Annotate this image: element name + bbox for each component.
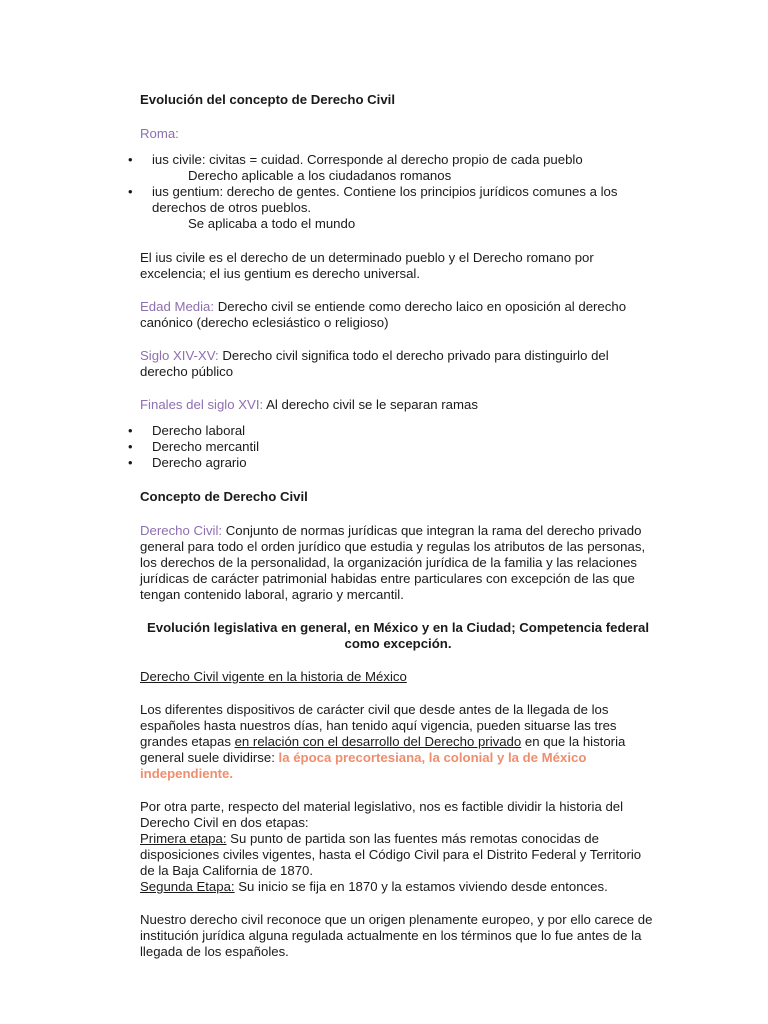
list-item-text: Derecho laboral <box>152 423 246 438</box>
list-item-subtext: Se aplicaba a todo el mundo <box>188 216 356 231</box>
siglo-label: Siglo XIV-XV: <box>140 348 219 363</box>
paragraph-derecho-civil <box>140 523 656 603</box>
paragraph-finales <box>140 397 656 413</box>
segunda-etapa-label: Segunda Etapa: <box>140 879 235 894</box>
finales-label: Finales del siglo XVI: <box>140 397 264 412</box>
paragraph-dispositivos <box>140 702 656 782</box>
primera-etapa-label: Primera etapa: <box>140 831 227 846</box>
derecho-civil-text: Conjunto de normas jurídicas que integran la rama del derecho privado general para todo el orden jurídico que estudia y regulas los atributos de las personas, los derechos de la personalidad, la organización jurídica de la familia y las relaciones jurídicas de carácter patrimonial habidas entre particulares con excepción de las que tengan contenido laboral, agrario y mercantil. <box>140 523 646 602</box>
subtitle-derecho-vigente: Derecho Civil vigente en la historia de México <box>140 669 407 684</box>
etapas-block <box>140 799 656 895</box>
dispositivos-highlight: la época precortesiana, la colonial y la de México independiente. <box>140 750 587 781</box>
edad-media-text: Derecho civil se entiende como derecho laico en oposición al derecho canónico (derecho eclesiástico o religioso) <box>140 299 627 330</box>
finales-text: Al derecho civil se le separan ramas <box>263 397 478 412</box>
section-title-evolucion: Evolución del concepto de Derecho Civil <box>140 92 396 107</box>
bullet-icon: • <box>128 184 133 199</box>
bullet-icon: • <box>128 152 133 167</box>
list-item-text: ius civile: civitas = cuidad. Corresponde al derecho propio de cada pueblo <box>152 152 583 167</box>
list-item-subtext: Derecho aplicable a los ciudadanos romanos <box>188 168 452 183</box>
list-item-text: Derecho mercantil <box>152 439 260 454</box>
dispositivos-text-2: en que la historia general suele dividirse: <box>140 734 626 765</box>
ramas-list <box>128 423 656 471</box>
edad-media-label: Edad Media: <box>140 299 215 314</box>
list-item <box>128 455 656 471</box>
list-item <box>128 152 656 184</box>
dispositivos-text-1: Los diferentes dispositivos de carácter civil que desde antes de la llegada de los españoles hasta nuestros días, han tenido aquí vigencia, pueden situarse las tres grandes etapas <box>140 702 617 749</box>
bullet-icon: • <box>128 455 133 470</box>
paragraph-siglo <box>140 348 656 380</box>
section-title-concepto: Concepto de Derecho Civil <box>140 489 308 504</box>
bullet-icon: • <box>128 439 133 454</box>
dispositivos-underlined: en relación con el desarrollo del Derecho privado <box>234 734 522 749</box>
paragraph-segunda-etapa <box>140 879 656 895</box>
paragraph-final: Nuestro derecho civil reconoce que un origen plenamente europeo, y por ello carece de institución jurídica alguna regulada actualmente en los términos que lo fue antes de la llegada de los españoles. <box>140 912 653 959</box>
paragraph-primera-etapa <box>140 831 656 879</box>
list-item-text: Derecho agrario <box>152 455 247 470</box>
paragraph-edad-media <box>140 299 656 331</box>
list-item <box>128 423 656 439</box>
segunda-etapa-text: Su inicio se fija en 1870 y la estamos viviendo desde entonces. <box>234 879 608 894</box>
siglo-text: Derecho civil significa todo el derecho privado para distinguirlo del derecho público <box>140 348 609 379</box>
paragraph-otra-parte: Por otra parte, respecto del material legislativo, nos es factible dividir la historia del Derecho Civil en dos etapas: <box>140 799 624 830</box>
list-item <box>128 439 656 455</box>
section-title-evolucion-legislativa: Evolución legislativa en general, en México y en la Ciudad; Competencia federal como excepción. <box>146 620 649 651</box>
derecho-civil-label: Derecho Civil: <box>140 523 223 538</box>
paragraph-ius: El ius civile es el derecho de un determinado pueblo y el Derecho romano por excelencia; el ius gentium es derecho universal. <box>140 250 594 281</box>
roma-label: Roma: <box>140 126 179 141</box>
roma-list <box>128 152 656 232</box>
list-item <box>128 184 656 232</box>
bullet-icon: • <box>128 423 133 438</box>
primera-etapa-text: Su punto de partida son las fuentes más remotas conocidas de disposiciones civiles vigentes, hasta el Código Civil para el Distrito Federal y Territorio de la Baja California de 1870. <box>140 831 642 878</box>
list-item-text: ius gentium: derecho de gentes. Contiene los principios jurídicos comunes a los derechos de otros pueblos. <box>152 184 618 215</box>
